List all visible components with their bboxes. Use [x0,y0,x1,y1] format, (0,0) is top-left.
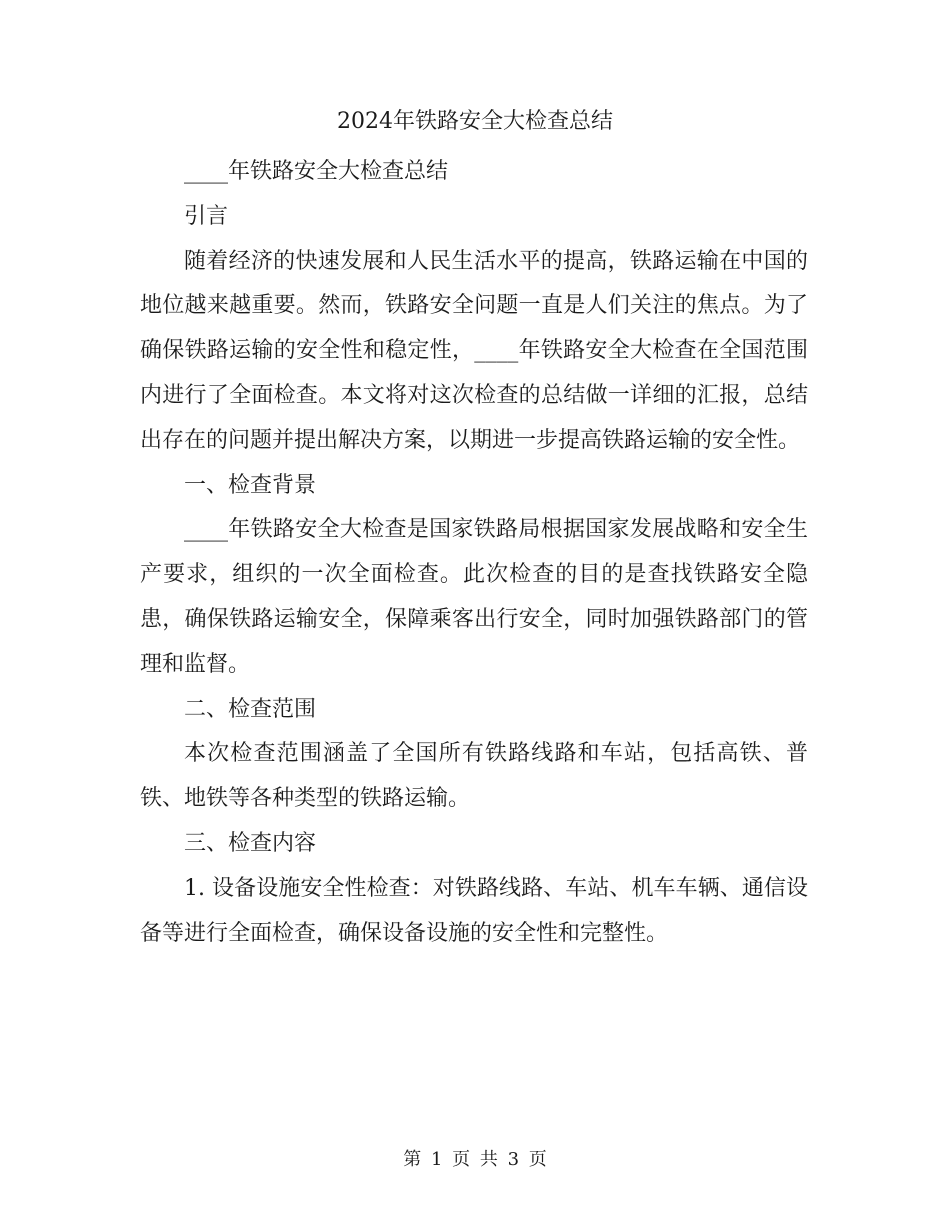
subtitle-heading: ____年铁路安全大检查总结 [184,159,449,184]
page-number-footer: 第 1 页 共 3 页 [403,1149,547,1170]
paragraph-content-item-1: 1. 设备设施安全性检查：对铁路线路、车站、机车车辆、通信设备等进行全面检查，确保设备设施的安全性和完整性。 [140,875,808,946]
section-heading-introduction: 引言 [184,203,229,229]
paragraph-introduction: 随着经济的快速发展和人民生活水平的提高，铁路运输在中国的地位越来越重要。然而，铁路安全问题一直是人们关注的焦点。为了确保铁路运输的安全性和稳定性，____年铁路安全大检查在全国范围内进行了全面检查。本文将对这次检查的总结做一详细的汇报，总结出存在的问题并提出解决方案，以期进一步提高铁路运输的安全性。 [140,248,808,453]
document-title: 2024年铁路安全大检查总结 [337,109,613,134]
section-heading-background: 一、检查背景 [184,472,317,498]
section-heading-content: 三、检查内容 [184,830,317,856]
document-body [140,150,808,956]
paragraph-background: ____年铁路安全大检查是国家铁路局根据国家发展战略和安全生产要求，组织的一次全面检查。此次检查的目的是查找铁路安全隐患，确保铁路运输安全，保障乘客出行安全，同时加强铁路部门的管理和监督。 [140,517,808,677]
paragraph-scope: 本次检查范围涵盖了全国所有铁路线路和车站，包括高铁、普铁、地铁等各种类型的铁路运输。 [140,741,808,812]
section-heading-scope: 二、检查范围 [184,696,317,722]
